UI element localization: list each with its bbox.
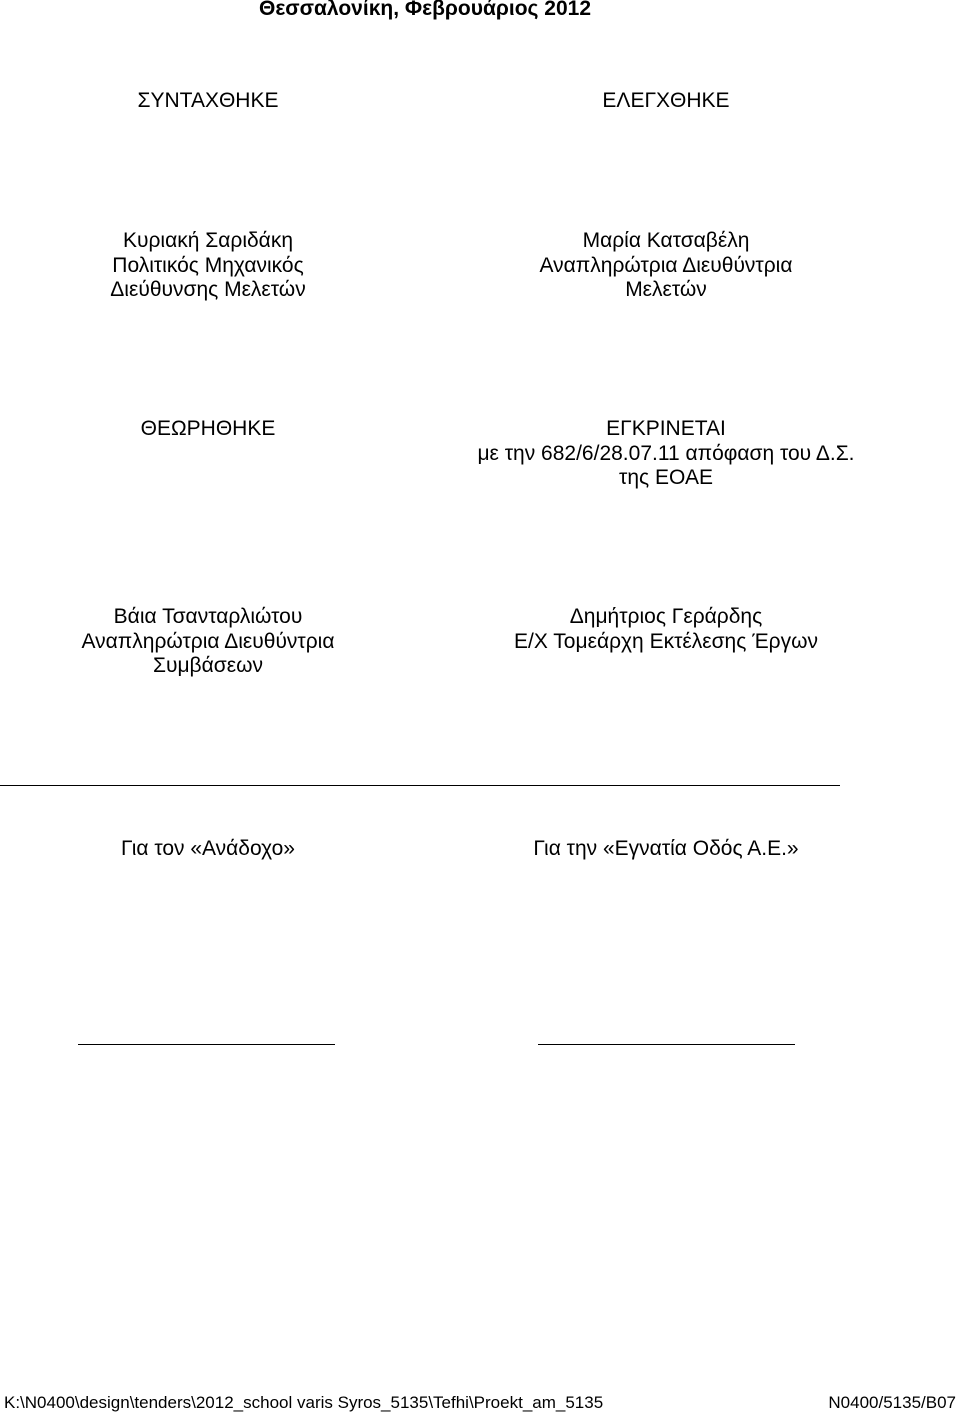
composed-name: Κυριακή Σαριδάκη bbox=[123, 229, 293, 252]
checked-signatory bbox=[516, 229, 816, 303]
composed-title-line1: Πολιτικός Μηχανικός bbox=[112, 253, 304, 277]
composed-label: ΣΥΝΤΑΧΘΗΚΕ bbox=[137, 89, 279, 112]
client-label: Για την «Εγνατία Οδός Α.Ε.» bbox=[533, 837, 799, 860]
reviewed-signatory bbox=[58, 605, 358, 679]
contractor-signature-line bbox=[78, 1044, 335, 1045]
approved-title-line1: Ε/Χ Τομεάρχη Εκτέλεσης Έργων bbox=[513, 629, 819, 653]
approved-decision-line2: της ΕΟΑΕ bbox=[619, 466, 713, 489]
checked-title-line1: Αναπληρώτρια Διευθύντρια bbox=[539, 253, 793, 277]
approved-decision bbox=[436, 417, 896, 491]
section-divider bbox=[0, 785, 840, 786]
approved-decision-line1: με την 682/6/28.07.11 απόφαση του Δ.Σ. bbox=[477, 441, 855, 465]
approved-label: ΕΓΚΡΙΝΕΤΑΙ bbox=[606, 417, 726, 440]
reviewed-name: Βάια Τσανταρλιώτου bbox=[113, 605, 303, 628]
reviewed-title-line1: Αναπληρώτρια Διευθύντρια bbox=[81, 629, 335, 653]
checked-label: ΕΛΕΓΧΘΗΚΕ bbox=[602, 89, 730, 112]
reviewed-title-line2: Συμβάσεων bbox=[152, 654, 263, 677]
footer-file-path: K:\N0400\design\tenders\2012_school varis Syros_5135\Tefhi\Proekt_am_5135 bbox=[4, 1393, 604, 1412]
reviewed-label: ΘΕΩΡΗΘΗΚΕ bbox=[140, 417, 276, 440]
checked-name: Μαρία Κατσαβέλη bbox=[582, 229, 750, 252]
approved-signatory bbox=[486, 605, 846, 654]
checked-title-line2: Μελετών bbox=[625, 278, 707, 301]
composed-title-line2: Διεύθυνσης Μελετών bbox=[110, 278, 306, 301]
document-date: Θεσσαλονίκη, Φεβρουάριος 2012 bbox=[258, 0, 591, 20]
footer-document-code: N0400/5135/B07 bbox=[828, 1393, 956, 1412]
client-signature-line bbox=[538, 1044, 795, 1045]
composed-signatory bbox=[58, 229, 358, 303]
contractor-label: Για τον «Ανάδοχο» bbox=[121, 837, 295, 860]
approved-name: Δημήτριος Γεράρδης bbox=[569, 605, 763, 628]
